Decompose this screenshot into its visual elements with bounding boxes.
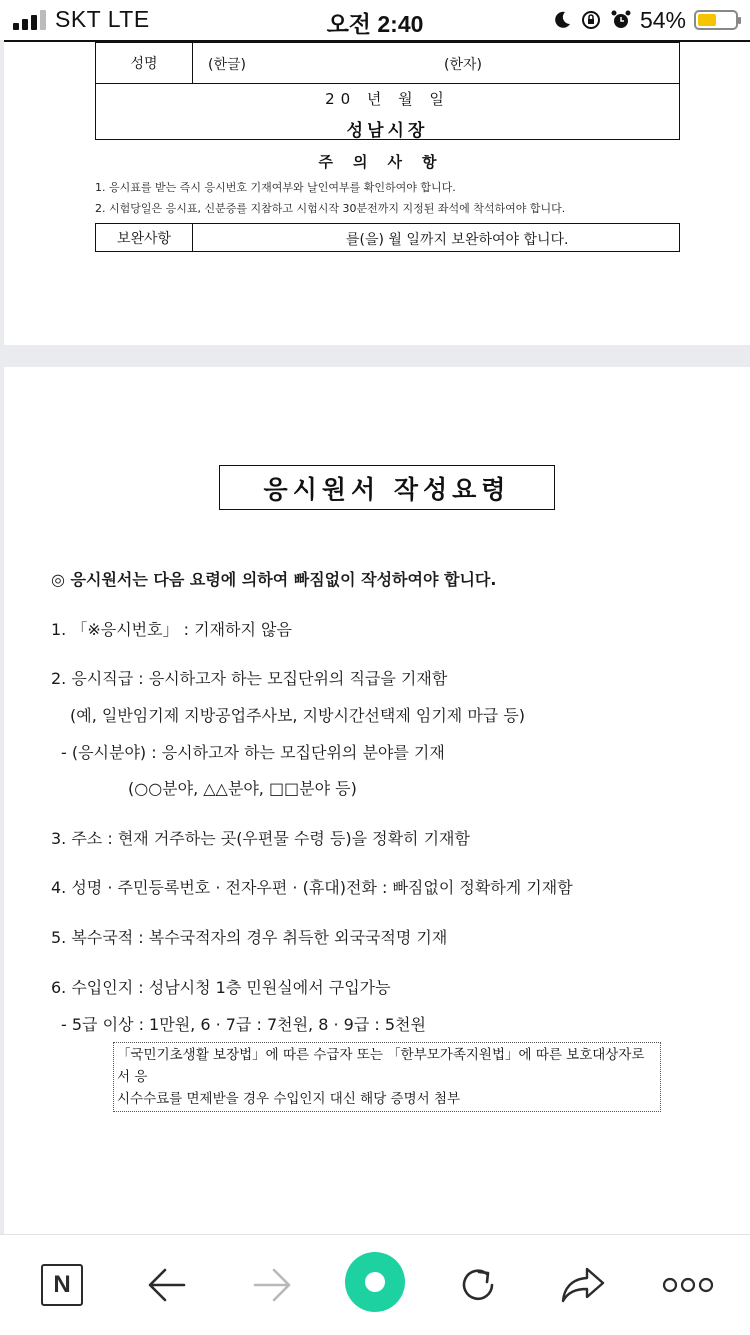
status-icons xyxy=(552,6,738,34)
instruction-5: 5. 복수국적 : 복수국적자의 경우 취득한 외국국적명 기재 xyxy=(51,928,448,947)
browser-toolbar xyxy=(0,1234,750,1335)
moon-icon xyxy=(552,10,572,30)
battery-fill xyxy=(698,14,716,26)
naver-home-button[interactable] xyxy=(32,1258,92,1312)
name-hangul: (한글) xyxy=(208,57,246,73)
share-icon xyxy=(560,1265,606,1305)
more-button[interactable] xyxy=(658,1258,718,1312)
date-line: 20 년 월 일 xyxy=(325,90,450,108)
battery-icon xyxy=(694,10,738,30)
page-title: 응시원서 작성요령 xyxy=(219,465,555,510)
refresh-icon xyxy=(457,1264,499,1306)
supplement-row xyxy=(95,223,680,252)
name-hanja: (한자) xyxy=(444,57,482,73)
status-bar xyxy=(0,0,750,40)
name-label: 성명 xyxy=(96,43,193,83)
fee-exemption-notice xyxy=(113,1042,661,1112)
caution-title: 주의사항 xyxy=(318,153,457,171)
carrier-label: SKT LTE xyxy=(55,6,150,32)
share-button[interactable] xyxy=(553,1258,613,1312)
forward-arrow-icon xyxy=(252,1267,292,1303)
battery-percent: 54% xyxy=(639,6,686,33)
name-row xyxy=(95,42,680,84)
instruction-2-sub: - (응시분야) : 응시하고자 하는 모집단위의 분야를 기재 xyxy=(61,743,445,762)
more-icon xyxy=(662,1275,714,1295)
instruction-1: 1. 「※응시번호」 : 기재하지 않음 xyxy=(51,620,292,639)
back-arrow-icon xyxy=(147,1267,187,1303)
alarm-icon xyxy=(610,9,632,31)
instruction-2: 2. 응시직급 : 응시하고자 하는 모집단위의 직급을 기재함 xyxy=(51,669,448,688)
caution-item-2: 2. 시험당일은 응시표, 신분증를 지참하고 시험시작 30분전까지 지정된 좌석에 착석하여야 합니다. xyxy=(95,202,566,215)
green-dot-icon xyxy=(345,1252,405,1312)
instruction-6: 6. 수입인지 : 성남시청 1층 민원실에서 구입가능 xyxy=(51,978,391,997)
green-dot-button[interactable] xyxy=(345,1255,405,1309)
forward-button[interactable] xyxy=(242,1258,302,1312)
caution-item-1: 1. 응시표를 받는 즉시 응시번호 기재여부와 날인여부를 확인하여야 합니다. xyxy=(95,181,456,194)
signature-box xyxy=(95,83,680,140)
notice-line-2: 시수수료를 면제받을 경우 수입인지 대신 해당 증명서 첨부 xyxy=(117,1091,461,1107)
rotation-lock-icon xyxy=(580,9,602,31)
refresh-button[interactable] xyxy=(448,1258,508,1312)
instruction-2-example: (예, 일반임기제 지방공업주사보, 지방시간선택제 임기제 마급 등) xyxy=(70,706,526,725)
instruction-3: 3. 주소 : 현재 거주하는 곳(우편물 수령 등)을 정확히 기재함 xyxy=(51,829,470,848)
intro-text: ◎ 응시원서는 다음 요령에 의하여 빠짐없이 작성하여야 합니다. xyxy=(51,570,497,589)
mayor-title: 성남시장 xyxy=(346,121,429,141)
instruction-6-sub: - 5급 이상 : 1만원, 6 · 7급 : 7천원, 8 · 9급 : 5천원 xyxy=(61,1015,426,1034)
back-button[interactable] xyxy=(137,1258,197,1312)
instruction-2-sub-example: (○○분야, △△분야, □□분야 등) xyxy=(128,779,357,798)
naver-home-icon: N xyxy=(41,1264,83,1306)
instruction-4: 4. 성명 · 주민등록번호 · 전자우편 · (휴대)전화 : 빠짐없이 정확하게 기재함 xyxy=(51,878,573,897)
supplement-label: 보완사항 xyxy=(96,224,193,251)
notice-line-1: 「국민기초생활 보장법」에 따른 수급자 또는 「한부모가족지원법」에 따른 보호대상자로서 응 xyxy=(117,1047,645,1085)
clock: 오전 2:40 xyxy=(326,11,424,37)
supplement-text: 를(을) 월 일까지 보완하여야 합니다. xyxy=(346,232,569,248)
document-page-1 xyxy=(4,40,750,345)
document-page-2 xyxy=(4,367,750,1234)
